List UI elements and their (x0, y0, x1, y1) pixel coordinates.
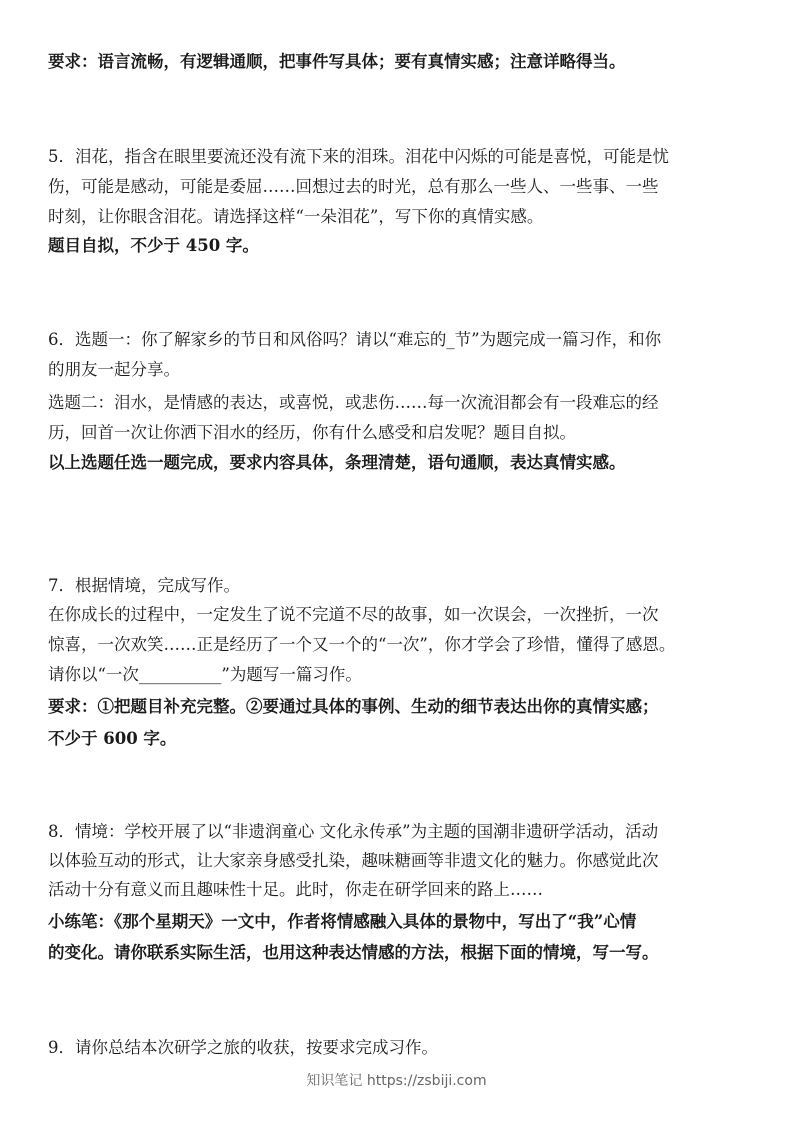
q9-line-1: 9．请你总结本次研学之旅的收获，按要求完成习作。 (48, 1038, 438, 1057)
q8-line-2: 以体验互动的形式，让大家亲身感受扎染，趣味糖画等非遗文化的魅力。你感觉此次 (48, 851, 659, 870)
q5-line-2: 伤，可能是感动，可能是委屈……回想过去的时光，总有那么一些人、一些事、一些 (48, 177, 659, 196)
footer-watermark: 知识笔记 https://zsbiji.com (306, 1073, 487, 1089)
q7-line-3: 惊喜，一次欢笑……正是经历了一个又一个的“一次”，你才学会了珍惜，懂得了感恩。 (48, 635, 676, 654)
q6-line-3: 选题二：泪水，是情感的表达，或喜悦，或悲伤……每一次流泪都会有一段难忘的经 (48, 393, 659, 412)
q7-line-4: 请你以“一次__________”为题写一篇习作。 (48, 665, 362, 684)
q8-line-3: 活动十分有意义而且趣味性十足。此时，你走在研学回来的路上…… (48, 880, 543, 899)
q7-line-2: 在你成长的过程中，一定发生了说不完道不尽的故事，如一次误会，一次挫折，一次 (48, 605, 659, 624)
q7-requirement-2: 不少于 600 字。 (48, 729, 177, 748)
q8-line-1: 8．情境：学校开展了以“非遗润童心 文化永传承”为主题的国潮非遗研学活动，活动 (48, 822, 659, 841)
q6-line-4: 历，回首一次让你洒下泪水的经历，你有什么感受和启发呢？题目自拟。 (48, 423, 576, 442)
q6-requirement: 以上选题任选一题完成，要求内容具体，条理清楚，语句通顺，表达真情实感。 (48, 453, 626, 472)
top-requirement: 要求：语言流畅，有逻辑通顺，把事件写具体；要有真情实感；注意详略得当。 (48, 52, 626, 71)
q8-practice-2: 的变化。请你联系实际生活，也用这种表达情感的方法，根据下面的情境，写一写。 (48, 943, 659, 962)
q7-requirement-1: 要求：①把题目补充完整。②要通过具体的事例、生动的细节表达出你的真情实感； (48, 697, 659, 716)
q7-line-1: 7．根据情境，完成写作。 (48, 576, 240, 595)
q5-line-1: 5．泪花，指含在眼里要流还没有流下来的泪珠。泪花中闪烁的可能是喜悦，可能是忧 (48, 147, 669, 166)
q6-line-2: 的朋友一起分享。 (48, 360, 180, 379)
q8-practice-1: 小练笔：《那个星期天》一文中，作者将情感融入具体的景物中，写出了“我”心情 (48, 912, 637, 931)
q6-line-1: 6．选题一：你了解家乡的节日和风俗吗？请以“难忘的_节”为题完成一篇习作，和你 (48, 330, 662, 349)
q5-line-3: 时刻，让你眼含泪花。请选择这样“一朵泪花”，写下你的真情实感。 (48, 207, 544, 226)
q5-requirement: 题目自拟，不少于 450 字。 (48, 236, 259, 255)
